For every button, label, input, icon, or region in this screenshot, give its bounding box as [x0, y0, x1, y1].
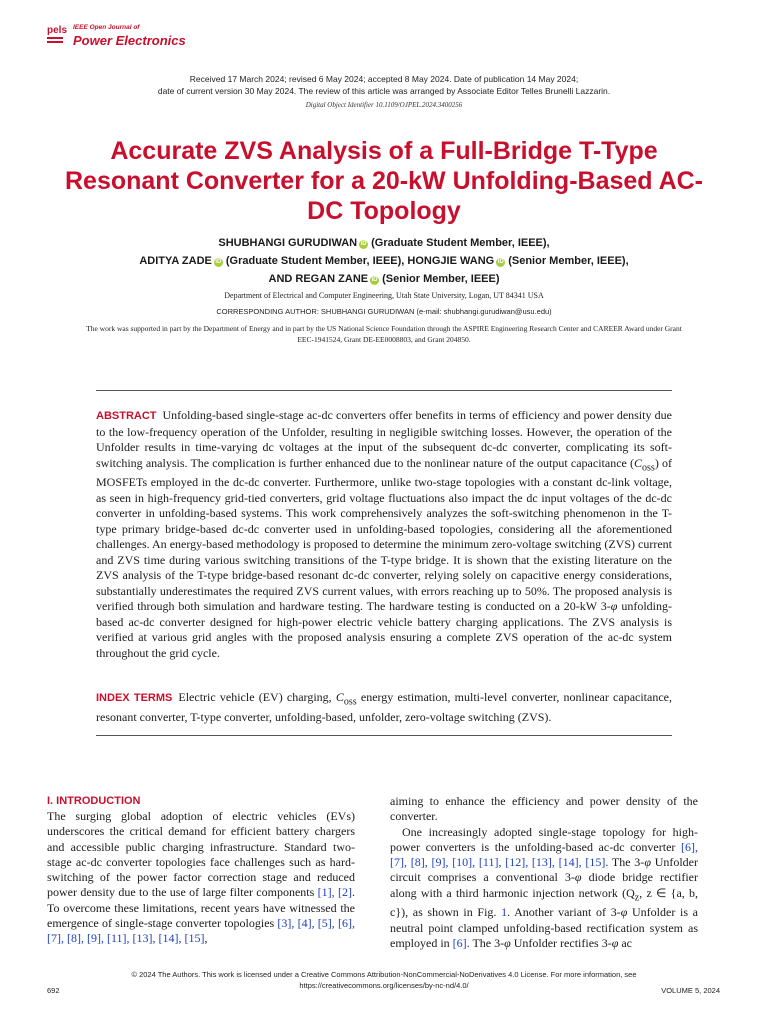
pels-logo	[47, 26, 69, 46]
abstract-text: unfolding-based ac-dc converter designed for high-power electric vehicle battery charging applications. The ZVS analysis is verified at various grid angles with the proposed analysis ensuring a complete ZVS operation of the ac-dc system throughout the grid cycle.	[96, 599, 672, 660]
author-membership: (Senior Member, IEEE),	[508, 255, 629, 267]
phi-symbol: φ	[620, 905, 628, 920]
orcid-icon[interactable]: iD	[497, 259, 504, 265]
orcid-icon[interactable]: iD	[371, 277, 378, 283]
citation-link[interactable]: [6], [7], [8], [9], [10], [11], [12], [13], [14], [15]	[390, 839, 698, 870]
subscript: z	[634, 892, 640, 904]
citation-link[interactable]: [1], [2]	[317, 885, 353, 900]
page-number: 692	[47, 986, 60, 995]
funding-statement: The work was supported in part by the Department of Energy and in part by the US National Science Foundation through the ASPIRE Engineering Research Center and CAREER Award under Grant EEC-1941524, Grant DE-EE0008803, and Grant 204850.	[86, 324, 682, 344]
phi-symbol: φ	[504, 936, 511, 951]
index-terms-label: INDEX TERMS	[96, 692, 173, 704]
phi-symbol: φ	[611, 936, 619, 951]
abstract-label: ABSTRACT	[96, 410, 157, 422]
body-text: ,	[204, 931, 208, 946]
body-paragraph	[390, 825, 698, 952]
index-terms-text: energy estimation, multi-level converter, nonlinear capacitance, resonant converter, T-type converter, unfolding-based, unfolder, zero-voltage switching (ZVS).	[96, 690, 672, 724]
author-membership: (Graduate Student Member, IEEE),	[371, 237, 550, 249]
license-text: © 2024 The Authors. This work is licensed under a Creative Commons Attribution-NonCommercial-NoDerivatives 4.0 License. For more information, see	[131, 970, 637, 979]
received-line: Received 17 March 2024; revised 6 May 2024; accepted 8 May 2024. Date of publication 14 May 2024;	[189, 74, 579, 84]
journal-title-block	[73, 25, 186, 47]
received-info	[90, 73, 678, 97]
corresponding-author: CORRESPONDING AUTHOR: SHUBHANGI GURUDIWAN (e-mail: shubhangi.gurudiwan@usu.edu)	[216, 307, 552, 316]
orcid-icon[interactable]: iD	[360, 241, 367, 247]
body-text: Unfolder is a neutral point clamped unfolding-based rectification system as employed in	[390, 905, 698, 951]
journal-header	[47, 25, 186, 47]
author-name: AND REGAN ZANE	[268, 273, 369, 285]
body-text: . Another variant of 3-	[507, 905, 621, 920]
license-notice	[90, 969, 678, 991]
left-column	[47, 794, 355, 947]
license-link[interactable]: https://creativecommons.org/licenses/by-nc-nd/4.0/	[299, 981, 469, 990]
index-terms-text: Electric vehicle (EV) charging,	[178, 690, 336, 704]
body-text: The surging global adoption of electric vehicles (EVs) underscores the critical demand for efficient battery chargers and accessible public charging infrastructure. Standard two-stage ac-dc converter topologies face challenges such as hard-switching of the power factor correction stage and reduced power density due to the use of large filter components	[47, 809, 355, 900]
abstract	[96, 408, 672, 661]
journal-subtitle: IEEE Open Journal of	[73, 24, 140, 31]
coss-symbol: C	[634, 455, 643, 470]
phi-symbol: φ	[574, 870, 582, 885]
author-membership: (Graduate Student Member, IEEE),	[225, 255, 405, 267]
author-membership: (Senior Member, IEEE)	[382, 273, 500, 285]
abstract-top-rule	[96, 390, 672, 391]
index-terms	[96, 690, 672, 725]
body-text: . The 3-	[605, 855, 645, 870]
author-name: HONGJIE WANG	[407, 255, 495, 267]
affiliation: Department of Electrical and Computer Engineering, Utah State University, Logan, UT 84341 USA	[224, 291, 544, 300]
volume-info: VOLUME 5, 2024	[661, 986, 720, 995]
coss-symbol: C	[335, 690, 344, 704]
author-name: ADITYA ZADE	[139, 255, 212, 267]
author-name: SHUBHANGI GURUDIWAN	[218, 237, 358, 249]
body-text: , z ∈ {a, b, c}), as shown in Fig.	[390, 885, 698, 920]
paper-title: Accurate ZVS Analysis of a Full-Bridge T-Type Resonant Converter for a 20-kW Unfolding-Based AC-DC Topology	[64, 137, 704, 225]
pels-logo-text: pels	[47, 24, 68, 36]
figure-link[interactable]: 1	[501, 905, 508, 920]
body-text: Unfolder rectifies 3-	[510, 936, 612, 951]
phi-symbol: φ	[644, 855, 651, 870]
journal-name: Power Electronics	[73, 32, 186, 48]
received-line: date of current version 30 May 2024. The review of this article was arranged by Associate Editor Telles Brunelli Lazzarin.	[157, 86, 611, 96]
logo-bar	[47, 41, 63, 43]
abstract-text: Unfolding-based single-stage ac-dc converters offer benefits in terms of efficiency and power density due to the low-frequency operation of the Unfolder, resulting in negligible switching losses. However, the operation of the Unfolder results in time-varying dc voltages at the input of the subsequent dc-dc converter, complicating its soft-switching analysis. The complication is further enhanced due to the nonlinear nature of the output capacitance (	[96, 408, 672, 470]
body-text: ac	[618, 936, 632, 951]
doi: Digital Object Identifier 10.1109/OJPEL.2024.3400256	[305, 101, 463, 109]
body-text: One increasingly adopted single-stage topology for high-power converters is the unfolding-based ac-dc converter	[390, 824, 698, 854]
author-list	[70, 234, 698, 288]
body-text: Unfolder circuit comprises a conventional 3-	[390, 855, 699, 885]
body-paragraph	[47, 809, 355, 947]
section-heading: I. INTRODUCTION	[47, 795, 141, 807]
logo-bar	[47, 37, 63, 39]
body-text: . To overcome these limitations, recent years have witnessed the emergence of single-stage converter topologies	[47, 885, 356, 931]
body-text: . The 3-	[466, 936, 505, 951]
citation-link[interactable]: [3], [4], [5], [6], [7], [8], [9], [11], [13], [14], [15]	[47, 916, 356, 946]
abstract-bottom-rule	[96, 735, 672, 736]
phi-symbol: φ	[610, 599, 618, 614]
right-column	[390, 794, 698, 951]
body-text: diode bridge rectifier along with a third harmonic injection network (Q	[390, 870, 698, 900]
abstract-text: ) of MOSFETs employed in the dc-dc converter. Furthermore, unlike two-stage topologies with a constant dc-link voltage, as seen in high-frequency grid-tied converters, grid voltage fluctuations also impact the dc input voltages of the dc-dc converter in unfolding-based systems. This work comprehensively analyzes the soft-switching phenomenon in the T-type primary bridge-based dc-dc converter used in unfolding-based topologies, considering all the aforementioned challenges. An energy-based methodology is proposed to determine the minimum zero-voltage switching (ZVS) current and ZVS time during various switching transitions of the T-type bridge. It is shown that the existing literature on the ZVS analysis of the T-type bridge-based resonant dc-dc converter, relying solely on capacitive energy considerations, substantially underestimates the required ZVS current values, with errors reaching up to 50%. The proposed analysis is verified through both simulation and hardware testing. The hardware testing is conducted on a 20-kW 3-	[96, 455, 672, 614]
body-paragraph: aiming to enhance the efficiency and power density of the converter.	[390, 794, 698, 824]
orcid-icon[interactable]: iD	[215, 259, 222, 265]
coss-subscript: oss	[642, 461, 655, 473]
coss-subscript: oss	[343, 696, 357, 708]
citation-link[interactable]: [6]	[452, 936, 467, 951]
